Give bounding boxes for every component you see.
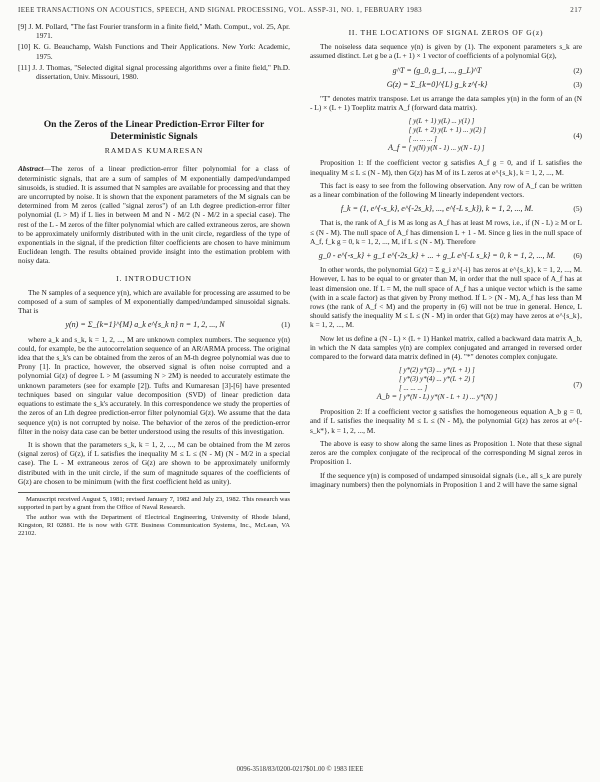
paper-title: On the Zeros of the Linear Prediction-Error Filter for Deterministic Signals (43, 119, 265, 142)
author-name: RAMDAS KUMARESAN (104, 146, 204, 156)
paragraph: "T" denotes matrix transpose. Let us arrange the data samples y(n) in the form of an (N - L) × (L + 1) Toeplitz matrix A_f (forward data matrix). (310, 94, 582, 113)
abstract (18, 164, 290, 265)
equation-3 (310, 80, 582, 89)
footnote-affiliation: The author was with the Department of Electrical Engineering, University of Rhode Island, Kingston, RI 02881. He is now with GTE Business Communication Systems, Inc., McLean, VA 22102. (18, 513, 290, 537)
copyright-footer: 0096-3518/83/0200-0217$01.00 © 1983 IEEE (236, 766, 364, 773)
equation-number: (5) (573, 204, 582, 214)
equation-6 (310, 251, 582, 260)
right-column (310, 22, 582, 493)
equation-number: (1) (281, 320, 290, 330)
footnote (18, 492, 290, 538)
page-number: 217 (570, 6, 582, 14)
paragraph: That is, the rank of A_f is M as long as A_f has at least M rows, i.e., if (N - L) ≥ M or L ≤ (N - M). The null space of A_f has dimension L + 1 - M. Since g lies in the null space of A_f, f_k g = 0, k = 1, 2, ..., M, if L ≤ (N - M). Therefore (310, 218, 582, 246)
equation-4 (310, 117, 582, 153)
matrix-row: ... ... ... (403, 384, 423, 393)
reference-list (18, 22, 290, 81)
reference-item: [11] J. J. Thomas, "Selected digital signal processing algorithms over a finite field," Ph.D. dissertation, Univ. Missouri, 1980. (18, 62, 290, 82)
equation-body: f_k = (1, e^{-s_k}, e^{-2s_k}, ..., e^{-L s_k}), k = 1, 2, ..., M. (340, 204, 534, 214)
running-header-text: IEEE TRANSACTIONS ON ACOUSTICS, SPEECH, AND SIGNAL PROCESSING, VOL. ASSP-31, NO. 1, FEBRUARY 1983 (18, 6, 423, 14)
matrix-lhs: A_b = (376, 392, 397, 402)
proposition-1: Proposition 1: If the coefficient vector g satisfies A_f g = 0, and if L satisfies the inequality M ≤ L ≤ (N - M), then G(z) has M of its L zeros at e^{s_k}, k = 1, 2, ..., M. (310, 158, 582, 177)
equation-1 (18, 320, 290, 329)
matrix-row: y*(3) y*(4) ... y*(L + 2) (403, 375, 471, 384)
section-heading-introduction: I. INTRODUCTION (116, 273, 192, 283)
equation-number: (2) (573, 65, 582, 75)
matrix-row: y(L + 1) y(L) ... y(1) (413, 117, 470, 126)
matrix-row: y(L + 2) y(L + 1) ... y(2) (413, 126, 482, 135)
matrix: [ y(L + 1) y(L) ... y(1) ] [ y(L + 2) y(L + 1) ... y(2) ] [ ... ... ... ] [ y(N) y(N - 1) ... y(N - L) ] (408, 117, 486, 153)
matrix-row: y*(2) y*(3) ... y*(L + 1) (403, 366, 471, 375)
matrix-lhs: A_f = (388, 143, 407, 153)
equation-number: (3) (573, 79, 582, 89)
equation-number: (7) (573, 379, 582, 389)
paragraph: The N samples of a sequence y(n), which are available for processing are assumed to be composed of a sum of samples of M exponentially damped/undamped sinusoidal signals. That is (18, 287, 290, 316)
equation-number: (6) (573, 251, 582, 261)
proposition-2: Proposition 2: If a coefficient vector g satisfies the homogeneous equation A_b g = 0, and if L satisfies the inequality M ≤ L ≤ (N - M), the polynomial G(z) has zeros at e^{-s_k*}, k = 1, 2, ..., M. (310, 407, 582, 435)
reference-item: [10] K. G. Beauchamp, Walsh Functions and Their Applications. New York: Academic, 1975. (18, 42, 290, 61)
equation-7 (310, 366, 582, 402)
matrix-row: y*(N - L) y*(N - L + 1) ... y*(N) (403, 393, 493, 402)
matrix-row: y(N) y(N - 1) ... y(N - L) (413, 144, 480, 153)
paragraph: This fact is easy to see from the following observation. Any row of A_f can be written as a linear combination of the following M linearly independent vectors. (310, 180, 582, 200)
abstract-label: Abstract (18, 164, 44, 174)
footnote-manuscript: Manuscript received August 5, 1981; revised January 7, 1982 and July 23, 1982. This research was supported in part by a grant from the Office of Naval Research. (18, 495, 290, 511)
section-heading-locations: II. THE LOCATIONS OF SIGNAL ZEROS OF G(z) (348, 28, 544, 37)
equation-body: y(n) = Σ_{k=1}^{M} a_k e^{s_k n} n = 1, 2, ..., N (65, 320, 225, 330)
equation-body: g^T = (g_0, g_1, ..., g_L)^T (392, 65, 482, 75)
reference-item: [9] J. M. Pollard, "The fast Fourier transform in a finite field," Math. Comput., vol. 25, Apr. 1971. (18, 22, 290, 41)
paragraph: The above is easy to show along the same lines as Proposition 1. Note that these signal zeros are the complex conjugate of the reciprocal of the corresponding M signal zeros in Proposition 1. (310, 438, 582, 467)
equation-body: G(z) = Σ_{k=0}^{L} g_k z^{-k} (386, 79, 488, 89)
paragraph: The noiseless data sequence y(n) is given by (1). The exponent parameters s_k are assumed distinct. Let g be a (L + 1) × 1 vector of coefficients of a polynomial G(z), (310, 42, 582, 61)
paragraph: Now let us define a (N - L) × (L + 1) Hankel matrix, called a backward data matrix A_b, in which the N data samples y(n) are complex conjugated and arranged in reversed order compared to the forward data matrix defined in (4). "*" denotes complex conjugate. (310, 333, 582, 362)
paragraph: where a_k and s_k, k = 1, 2, ..., M are unknown complex numbers. The sequence y(n) could, for example, be the autocorrelation sequence of an AR/ARMA process. The original idea that the s_k's can be obtained from the zeros of an M-th degree polynomial was due to Prony [1]. In practice, however, the observed signal is often noise corrupted and a polynomial G(z) of degree L > M (assuming N > 2M) is needed to accurately estimate the unknown parameters (see for example [2]). Tufts and Kumaresan [3]-[6] have presented techniques based on singular value decomposition (SVD) of linear prediction data equations to estimate the s_k's accurately. In this correspondence we study the properties of the zeros of an Lth degree prediction-error filter polynomial G(z). We assume that the data sequence y(n) is not corrupted by noise. The behavior of the zeros of the prediction-error filter in the noisy data case can be better understood using the results of this investigation. (18, 334, 290, 436)
matrix: [ y*(2) y*(3) ... y*(L + 1) ] [ y*(3) y*(4) ... y*(L + 2) ] [ ... ... ... ] [ y*(N - L) y*(N - L + 1) ... y*(N) ] (398, 366, 498, 402)
matrix-row: ... ... ... (413, 135, 433, 144)
abstract-text: —The zeros of a linear prediction-error filter polynomial for a class of deterministic signals, that are a sum of samples of M exponentially damped/undamped sinusoids, is studied. It is assumed that N samples are available for processing and that they are uncorrupted by noise. It is shown that the exponent parameters of the M signals can be determined from M zeros (called "signal zeros") of an Lth degree prediction-error filter polynomial (L > M) if L lies in between M and N - M/2 (N - M/2 in a special case). The rest of the L - M zeros of the filter polynomial which are called extraneous zeros, are shown to be approximately uniformly distributed with in the unit circle, regardless of the type of exponentials in the signal, if the prediction filter coefficients are chosen to have minimum Euclidean length. The results obtained provide insight into the estimation problem with noisy data. (18, 164, 290, 266)
matrix-equation (310, 117, 564, 153)
equation-5 (310, 204, 582, 213)
running-header (18, 6, 582, 14)
equation-body: g_0 - e^{-s_k} + g_1 e^{-2s_k} + ... + g_L e^{-L s_k} = 0, k = 1, 2, ..., M. (318, 251, 556, 261)
paragraph: It is shown that the parameters s_k, k = 1, 2, ..., M can be obtained from the M zeros (signal zeros) of G(z), if L satisfies the inequality M ≤ L ≤ (N - M) (N - M/2 in a special case). The L - M extraneous zeros of G(z) are shown to be approximately uniformly distributed with in the unit circle, if the sum of magnitude squares of the coefficients of G(z) are chosen to be minimum (with the first coefficient held as unity). (18, 439, 290, 486)
matrix-equation (310, 366, 564, 402)
equation-2 (310, 66, 582, 75)
paragraph: In other words, the polynomial G(z) = Σ g_i z^{-i} has zeros at e^{s_k}, k = 1, 2, ..., M. However, L has to be equal to or greater than M, in order that the null space of A_f has at least dimension one. If L = M, the null space of A_f has a unique vector which is the same (with in a scale factor) as that given by Prony method. If L > (N - M), A_f has less than M rows (the rank of A_f < M) and the property in (6) will not be true in general. Hence, L should satisfy the inequality M ≤ L ≤ (N - M) in order that G(z) may have zeros at e^{s_k}, k = 1, 2, ..., M. (310, 265, 582, 330)
paragraph: If the sequence y(n) is composed of undamped sinusoidal signals (i.e., all s_k are purely imaginary numbers) then the polynomials in Proposition 1 and 2 will have the same signal (310, 470, 582, 489)
equation-number: (4) (573, 130, 582, 140)
left-column (18, 22, 290, 540)
